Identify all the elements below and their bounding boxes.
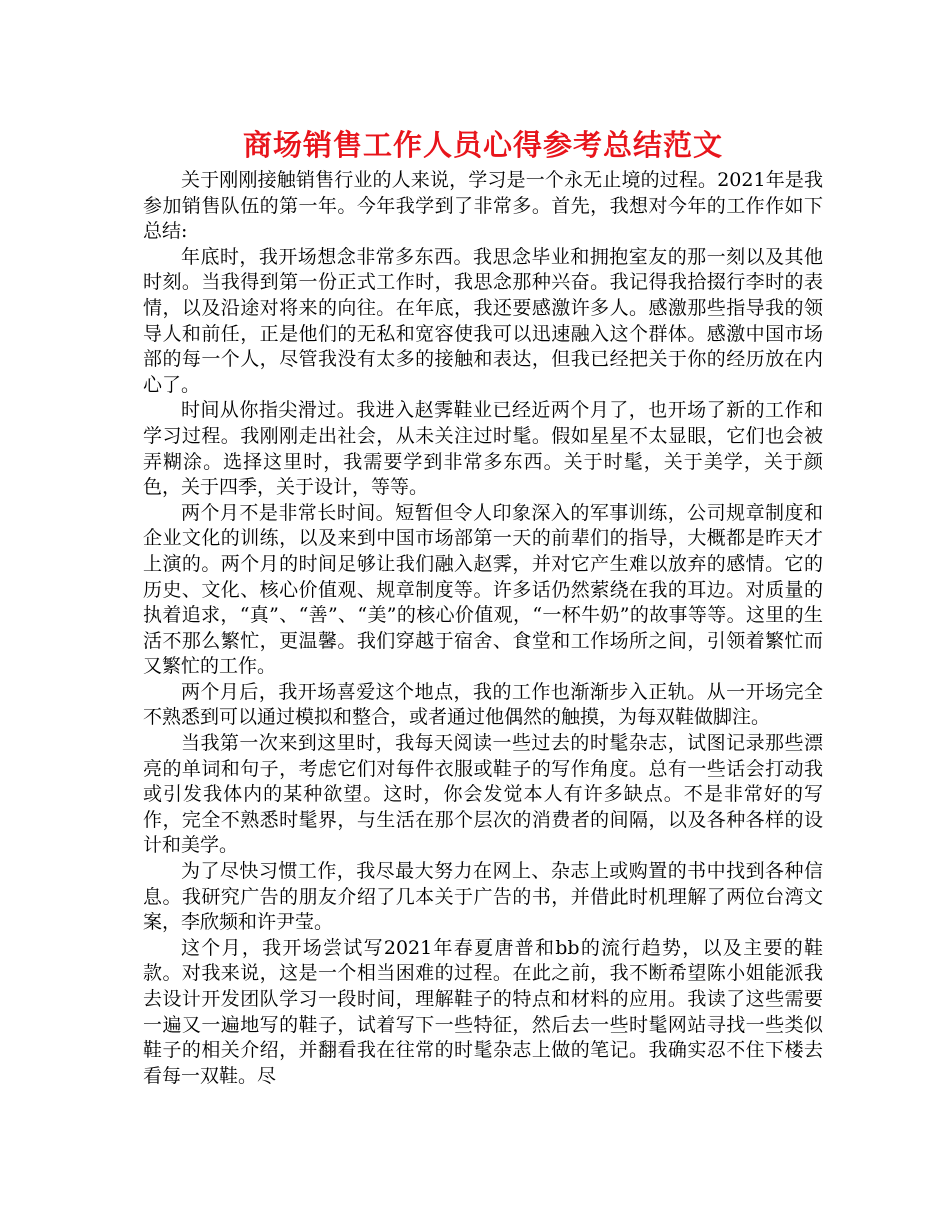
paragraph-4: 两个月不是非常长时间。短暂但令人印象深入的军事训练，公司规章制度和企业文化的训练，以及来到中国市场部第一天的前辈们的指导，大概都是昨天才上演的。两个月的时间足够让我们融入赵霁，并对它产生难以放弃的感情。它的历史、文化、核心价值观、规章制度等。许多话仍然萦绕在我的耳边。对质量的执着追求，“真”、“善”、“美”的核心价值观，“一杯牛奶”的故事等等。这里的生活不那么繁忙，更温馨。我们穿越于宿舍、食堂和工作场所之间，引领着繁忙而又繁忙的工作。: [143, 501, 823, 678]
paragraph-3: 时间从你指尖滑过。我进入赵霁鞋业已经近两个月了，也开场了新的工作和学习过程。我刚刚走出社会，从未关注过时髦。假如星星不太显眼，它们也会被弄糊涂。选择这里时，我需要学到非常多东西。关于时髦，关于美学，关于颜色，关于四季，关于设计，等等。: [143, 399, 823, 499]
paragraph-8: 这个月，我开场尝试写2021年春夏唐普和bb的流行趋势，以及主要的鞋款。对我来说，这是一个相当困难的过程。在此之前，我不断希望陈小姐能派我去设计开发团队学习一段时间，理解鞋子的特点和材料的应用。我读了这些需要一遍又一遍地写的鞋子，试着写下一些特征，然后去一些时髦网站寻找一些类似鞋子的相关介绍，并翻看我在往常的时髦杂志上做的笔记。我确实忍不住下楼去看每一双鞋。尽: [143, 936, 823, 1087]
document-page: [143, 124, 823, 1089]
paragraph-1: 关于刚刚接触销售行业的人来说，学习是一个永无止境的过程。2021年是我参加销售队伍的第一年。今年我学到了非常多。首先，我想对今年的工作作如下总结:: [143, 169, 823, 243]
paragraph-6: 当我第一次来到这里时，我每天阅读一些过去的时髦杂志，试图记录那些漂亮的单词和句子，考虑它们对每件衣服或鞋子的写作角度。总有一些话会打动我或引发我体内的某种欲望。这时，你会发觉本人有许多缺点。不是非常好的写作，完全不熟悉时髦界，与生活在那个层次的消费者的间隔，以及各种各样的设计和美学。: [143, 732, 823, 857]
paragraph-7: 为了尽快习惯工作，我尽最大努力在网上、杂志上或购置的书中找到各种信息。我研究广告的朋友介绍了几本关于广告的书，并借此时机理解了两位台湾文案，李欣频和许尹莹。: [143, 860, 823, 934]
paragraph-2: 年底时，我开场想念非常多东西。我思念毕业和拥抱室友的那一刻以及其他时刻。当我得到第一份正式工作时，我思念那种兴奋。我记得我拾掇行李时的表情，以及沿途对将来的向往。在年底，我还要感激许多人。感激那些指导我的领导人和前任，正是他们的无私和宽容使我可以迅速融入这个群体。感激中国市场部的每一个人，尽管我没有太多的接触和表达，但我已经把关于你的经历放在内心了。: [143, 245, 823, 396]
document-title: 商场销售工作人员心得参考总结范文: [242, 128, 723, 162]
paragraph-5: 两个月后，我开场喜爱这个地点，我的工作也渐渐步入正轨。从一开场完全不熟悉到可以通过模拟和整合，或者通过他偶然的触摸，为每双鞋做脚注。: [143, 680, 823, 729]
